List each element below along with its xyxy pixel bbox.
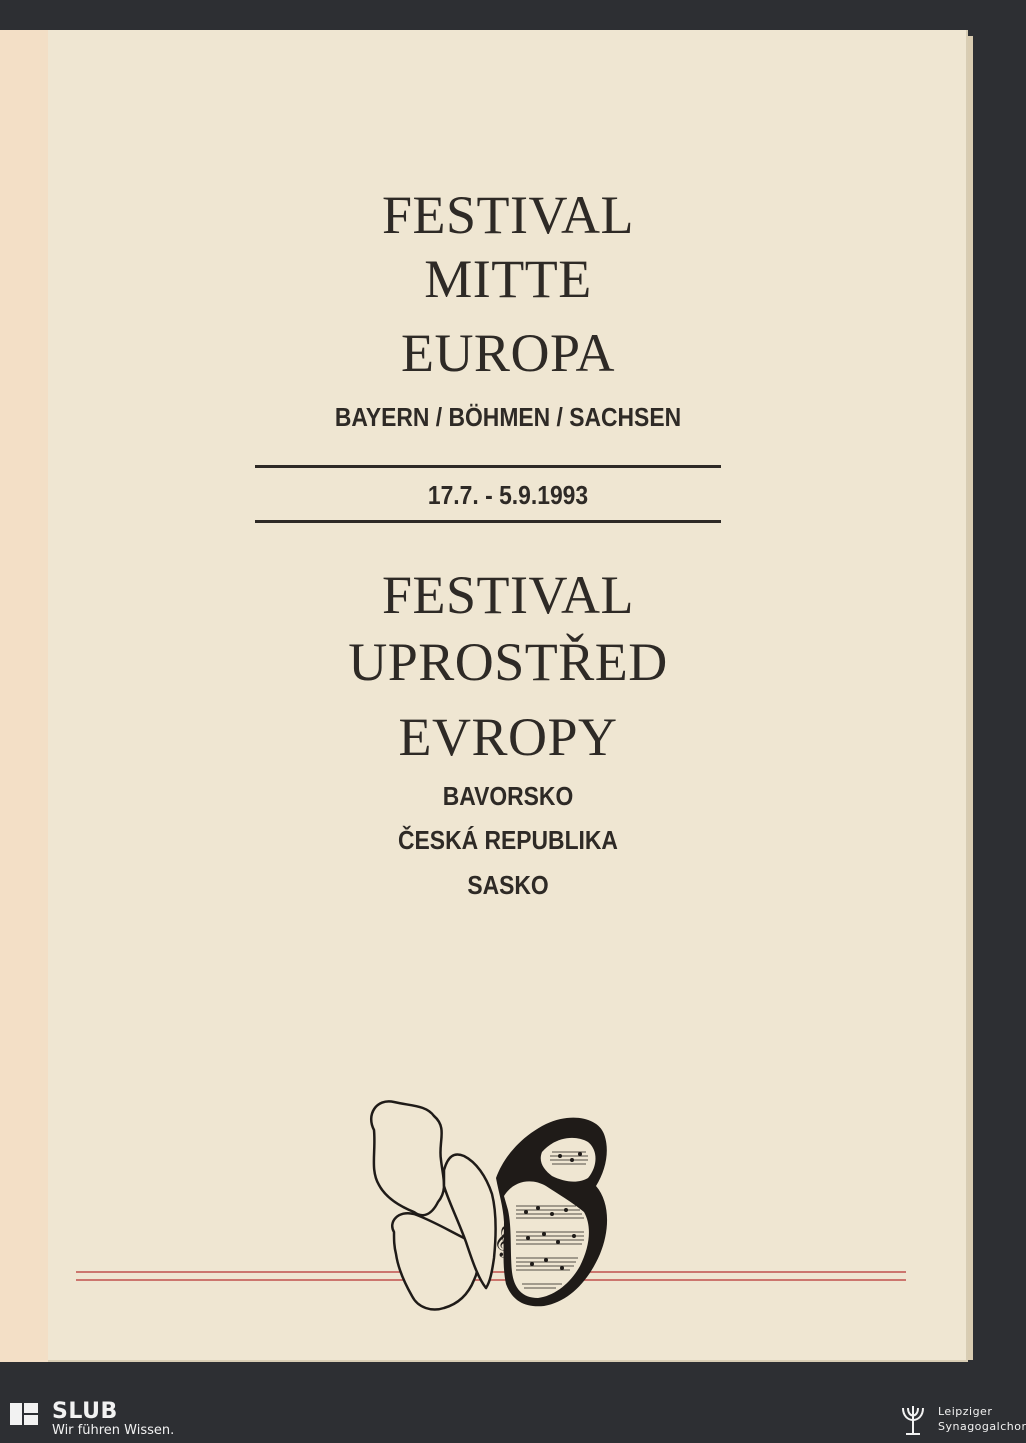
menorah-logo-icon — [898, 1398, 928, 1438]
butterfly-sheet-music-icon — [76, 1090, 946, 1330]
facing-page-edge — [0, 30, 49, 1362]
treble-clef-icon: 𝄞 — [494, 1227, 510, 1257]
title-line-2: MITTE — [424, 249, 592, 309]
czech-region-2: ČESKÁ REPUBLIKA — [398, 825, 618, 855]
divider-top — [255, 465, 721, 468]
czech-region-1: BAVORSKO — [442, 781, 574, 811]
library-name[interactable]: SLUB — [52, 1399, 118, 1424]
library-claim: Wir führen Wissen. — [52, 1423, 175, 1438]
title-line-3: EUROPA — [400, 323, 616, 383]
czech-region-3: SASKO — [467, 870, 549, 900]
german-regions: BAYERN / BÖHMEN / SACHSEN — [334, 402, 682, 432]
festival-dates: 17.7. - 5.9.1993 — [427, 480, 589, 510]
partner-name-line-1: Leipziger — [938, 1405, 993, 1418]
czech-title-line-2: UPROSTŘED — [348, 632, 668, 692]
left-upper-wing — [371, 1101, 444, 1215]
footer-bar — [0, 1393, 1026, 1443]
czech-title-line-1: FESTIVAL — [381, 565, 635, 625]
title-line-1: FESTIVAL — [381, 185, 635, 245]
divider-bottom — [255, 520, 721, 523]
partner-name-line-2: Synagogalchor — [938, 1420, 1026, 1433]
brochure-cover — [48, 30, 968, 1362]
slub-logo-icon — [10, 1401, 40, 1427]
page-edge — [968, 36, 973, 1360]
czech-title-line-3: EVROPY — [398, 707, 618, 767]
